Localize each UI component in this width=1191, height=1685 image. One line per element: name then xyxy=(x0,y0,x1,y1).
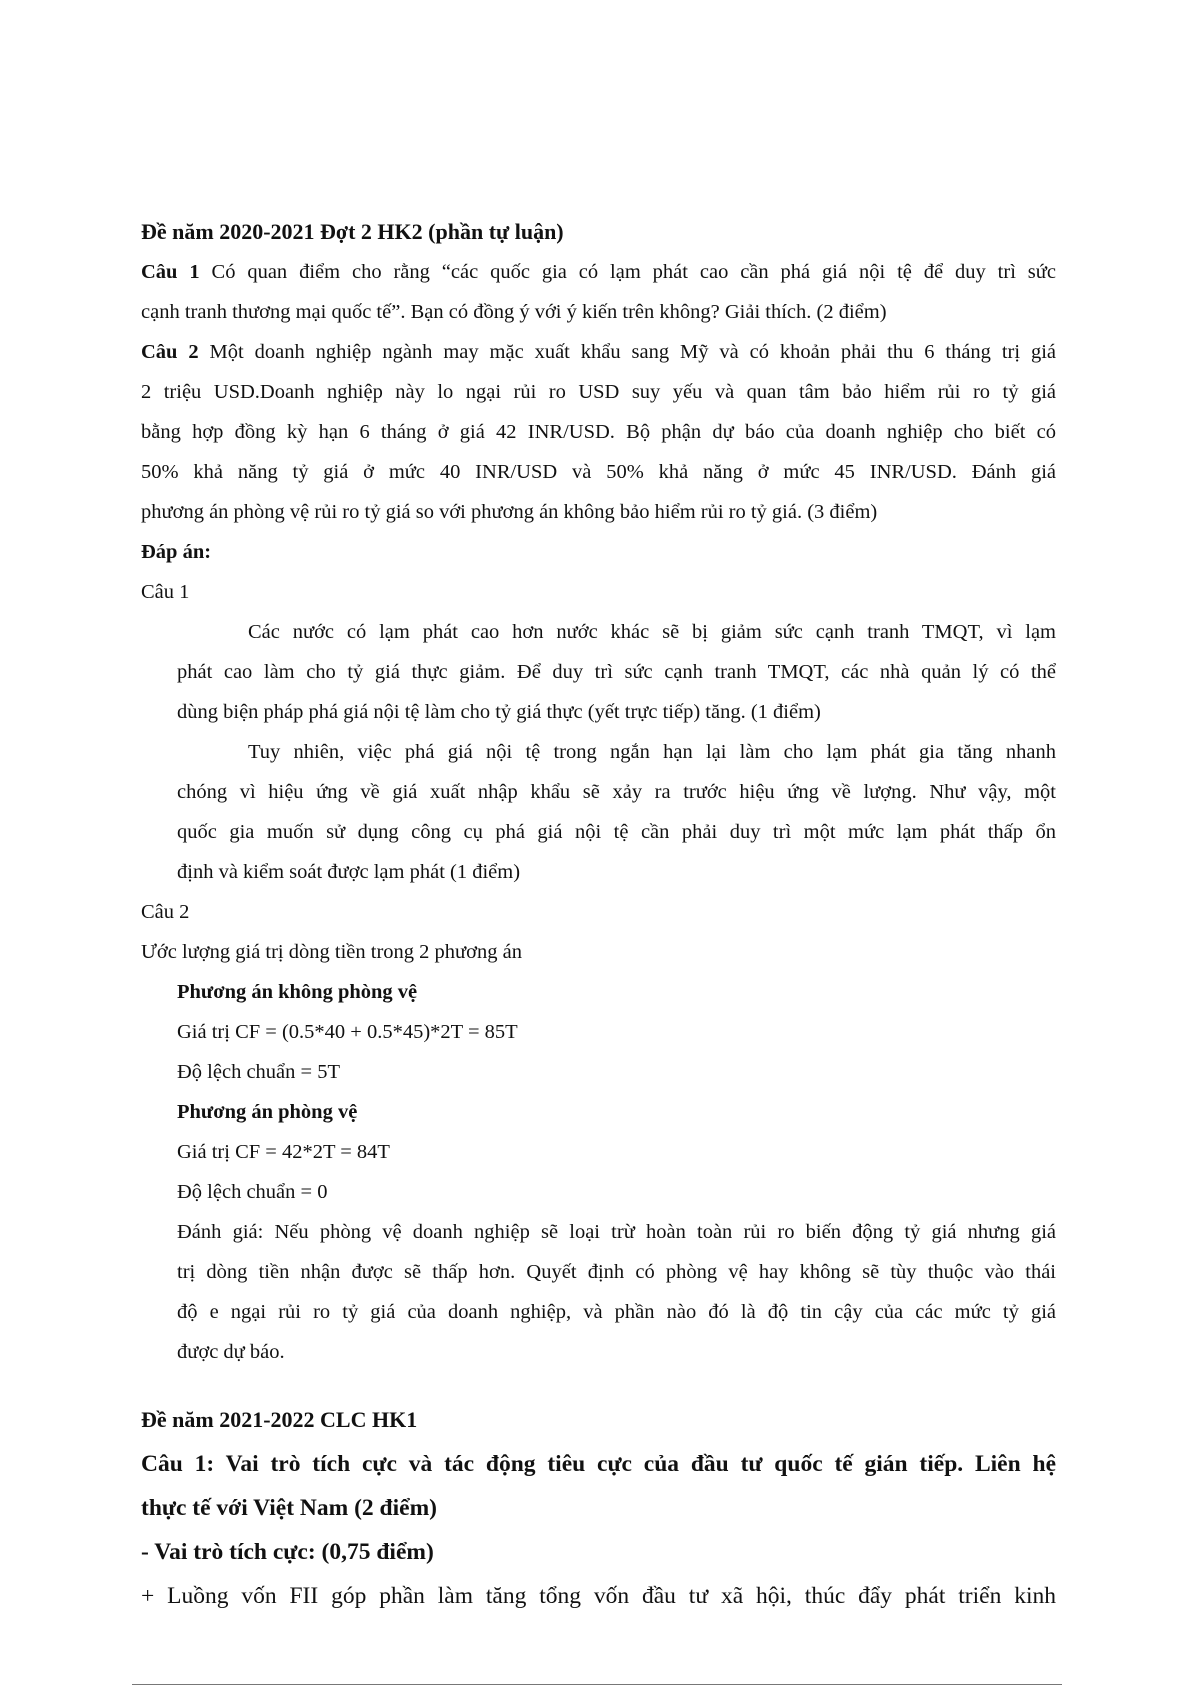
exam1-q2-line4: 50% khả năng tỷ giá ở mức 40 INR/USD và 50% khả năng ở mức 45 INR/USD. Đánh giá xyxy=(141,461,1056,483)
exam1-q1-line1: Câu 1 Có quan điểm cho rằng “các quốc gia có lạm phát cao cần phá giá nội tệ để duy trì sức xyxy=(141,261,1056,283)
answer1-p1-line3: dùng biện pháp phá giá nội tệ làm cho tỷ giá thực (yết trực tiếp) tăng. (1 điểm) xyxy=(177,701,821,723)
exam1-q2-line1: Câu 2 Một doanh nghiệp ngành may mặc xuất khẩu sang Mỹ và có khoản phải thu 6 tháng trị giá xyxy=(141,341,1056,363)
exam1-title: Đề năm 2020-2021 Đợt 2 HK2 (phần tự luận) xyxy=(141,219,564,244)
exam1-q2-line5: phương án phòng vệ rủi ro tỷ giá so với phương án không bảo hiểm rủi ro tỷ giá. (3 điểm) xyxy=(141,501,878,523)
answer2-intro: Ước lượng giá trị dòng tiền trong 2 phương án xyxy=(141,941,522,963)
exam2-role-heading: - Vai trò tích cực: (0,75 điểm) xyxy=(141,1539,434,1565)
answer2-label: Câu 2 xyxy=(141,901,190,923)
exam1-q1-label: Câu 1 xyxy=(141,261,200,283)
answer1-label: Câu 1 xyxy=(141,581,190,603)
exam2-title: Đề năm 2021-2022 CLC HK1 xyxy=(141,1407,418,1432)
exam1-q2-line3: bằng hợp đồng kỳ hạn 6 tháng ở giá 42 INR/USD. Bộ phận dự báo của doanh nghiệp cho biết có xyxy=(141,421,1056,443)
exam1-q2-label: Câu 2 xyxy=(141,341,199,363)
answer1-p2-line3: quốc gia muốn sử dụng công cụ phá giá nội tệ cần phải duy trì một mức lạm phát thấp ổn xyxy=(177,821,1056,843)
answer1-p2-line2: chóng vì hiệu ứng về giá xuất nhập khẩu sẽ xảy ra trước hiệu ứng về lượng. Như vậy, một xyxy=(177,781,1056,803)
hedge-heading: Phương án phòng vệ xyxy=(177,1101,358,1123)
answer-heading: Đáp án: xyxy=(141,541,212,563)
answer1-p2-line1: Tuy nhiên, việc phá giá nội tệ trong ngắn hạn lại làm cho lạm phát gia tăng nhanh xyxy=(248,741,1056,763)
exam2-bullet1: + Luồng vốn FII góp phần làm tăng tổng vốn đầu tư xã hội, thúc đẩy phát triển kinh xyxy=(141,1583,1056,1609)
hedge-sd: Độ lệch chuẩn = 0 xyxy=(177,1181,328,1203)
no-hedge-cf: Giá trị CF = (0.5*40 + 0.5*45)*2T = 85T xyxy=(177,1021,518,1043)
exam1-q2-line2: 2 triệu USD.Doanh nghiệp này lo ngại rủi ro USD suy yếu và quan tâm bảo hiểm rủi ro tỷ giá xyxy=(141,381,1056,403)
evaluation-line2: trị dòng tiền nhận được sẽ thấp hơn. Quyết định có phòng vệ hay không sẽ tùy thuộc vào thái xyxy=(177,1261,1056,1283)
exam2-q1-line1: Câu 1: Vai trò tích cực và tác động tiêu cực của đầu tư quốc tế gián tiếp. Liên hệ xyxy=(141,1451,1056,1477)
hedge-cf: Giá trị CF = 42*2T = 84T xyxy=(177,1141,390,1163)
answer1-p2-line4: định và kiểm soát được lạm phát (1 điểm) xyxy=(177,861,521,883)
no-hedge-sd: Độ lệch chuẩn = 5T xyxy=(177,1061,340,1083)
exam1-q1-line2: cạnh tranh thương mại quốc tế”. Bạn có đồng ý với ý kiến trên không? Giải thích. (2 điểm) xyxy=(141,301,887,323)
exam2-q1-line2: thực tế với Việt Nam (2 điểm) xyxy=(141,1495,437,1521)
evaluation-line3: độ e ngại rủi ro tỷ giá của doanh nghiệp, và phần nào đó là độ tin cậy của các mức tỷ giá xyxy=(177,1301,1056,1323)
no-hedge-heading: Phương án không phòng vệ xyxy=(177,981,418,1003)
answer1-p1-line1: Các nước có lạm phát cao hơn nước khác sẽ bị giảm sức cạnh tranh TMQT, vì lạm xyxy=(248,621,1056,643)
evaluation-line4: được dự báo. xyxy=(177,1341,285,1363)
answer1-p1-line2: phát cao làm cho tỷ giá thực giảm. Để duy trì sức cạnh tranh TMQT, các nhà quản lý có thể xyxy=(177,661,1056,683)
evaluation-line1: Đánh giá: Nếu phòng vệ doanh nghiệp sẽ loại trừ hoàn toàn rủi ro biến động tỷ giá nhưng giá xyxy=(177,1221,1056,1243)
